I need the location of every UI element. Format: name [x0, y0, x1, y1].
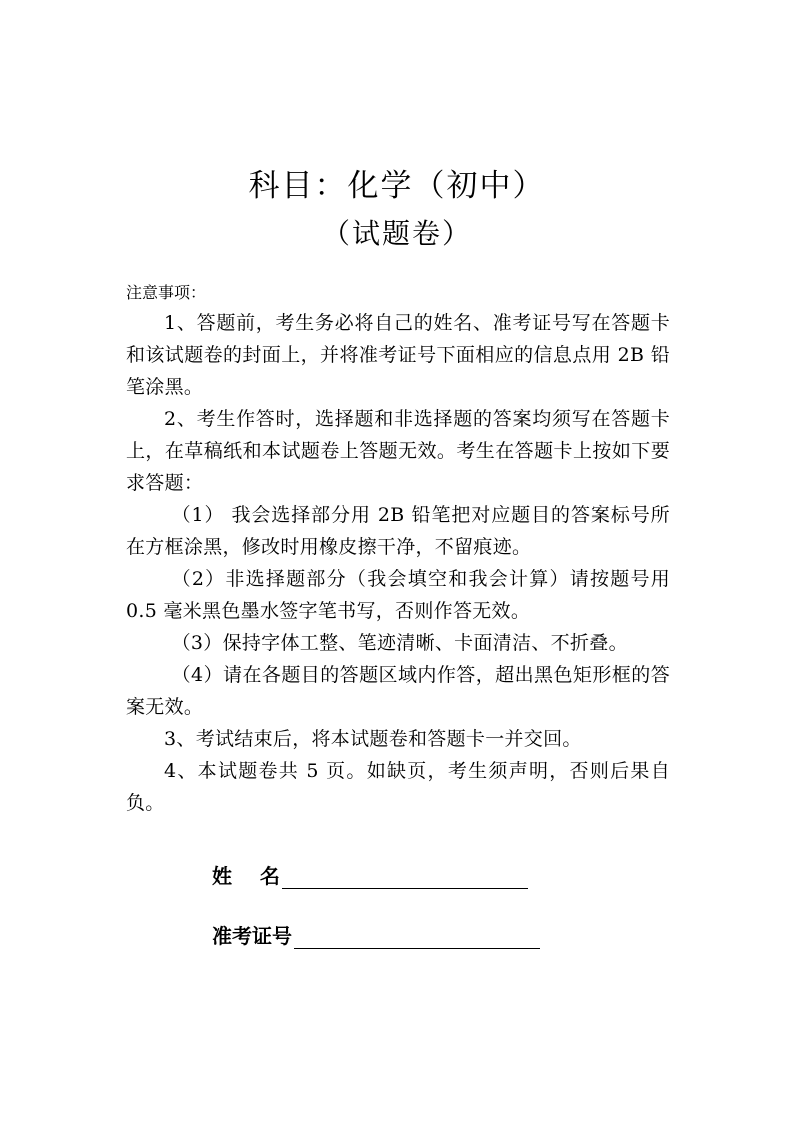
page-title: 科目：化学（初中）: [248, 168, 546, 204]
notice-subitem-4: （4）请在各题目的答题区域内作答，超出黑色矩形框的答案无效。: [126, 664, 670, 718]
name-field-label: 姓 名: [212, 864, 280, 888]
notice-heading: 注意事项：: [126, 283, 207, 302]
name-field-blank[interactable]: [282, 866, 528, 889]
notice-subitem-2: （2）非选择题部分（我会填空和我会计算）请按题号用 0.5 毫米黑色墨水签字笔书写，否则作答无效。: [126, 568, 670, 622]
notice-item-4: 4、本试题卷共 5 页。如缺页，考生须声明，否则后果自负。: [126, 760, 670, 814]
notice-body: [126, 307, 670, 819]
notice-item-1: 1、答题前，考生务必将自己的姓名、准考证号写在答题卡和该试题卷的封面上，并将准考证号下面相应的信息点用 2B 铅笔涂黑。: [126, 312, 670, 398]
exam-id-field-row: [212, 920, 540, 949]
exam-id-field-label: 准考证号: [212, 924, 292, 948]
notice-item-2: 2、考生作答时，选择题和非选择题的答案均须写在答题卡上，在草稿纸和本试题卷上答题无效。考生在答题卡上按如下要求答题：: [126, 408, 670, 494]
notice-subitem-3: （3）保持字体工整、笔迹清晰、卡面清洁、不折叠。: [171, 632, 628, 654]
notice-subitem-1: （1） 我会选择部分用 2B 铅笔把对应题目的答案标号所在方框涂黑，修改时用橡皮擦干净，不留痕迹。: [126, 504, 670, 558]
notice-item-3: 3、考试结束后，将本试题卷和答题卡一并交回。: [164, 728, 582, 750]
page-subtitle: （试题卷）: [321, 217, 472, 250]
name-field-row: [212, 860, 528, 889]
exam-id-field-blank[interactable]: [294, 926, 540, 949]
